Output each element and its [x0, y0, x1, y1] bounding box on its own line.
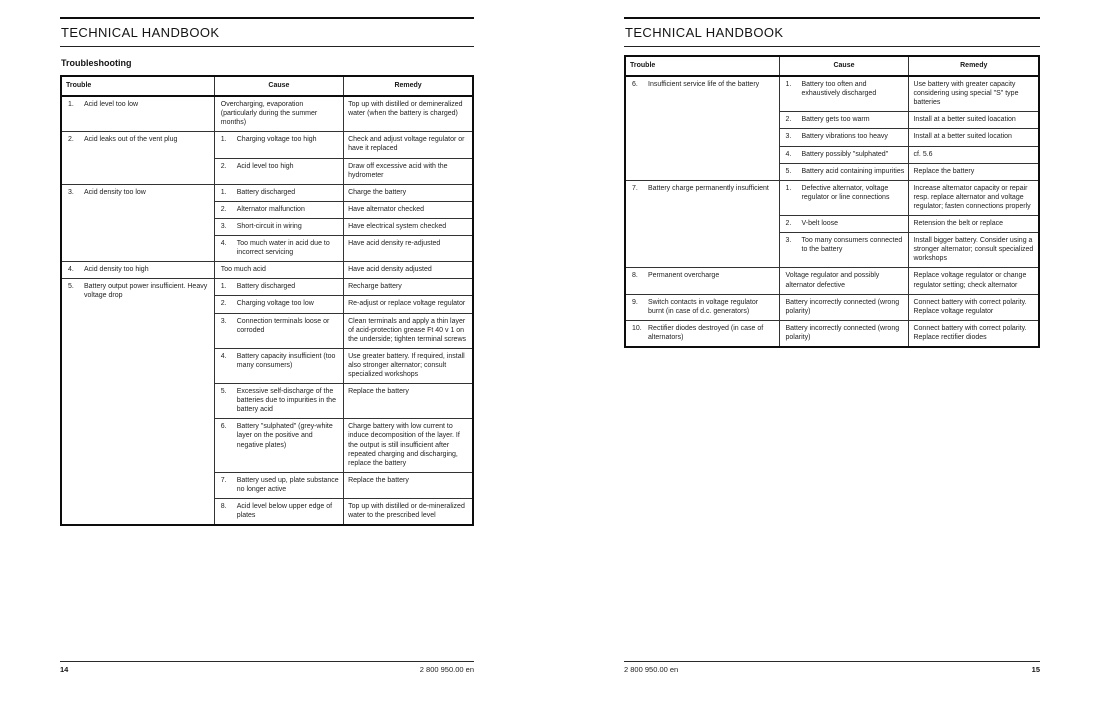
document-number: 2 800 950.00 en	[419, 665, 474, 674]
numbered-item	[219, 502, 339, 520]
table-row	[61, 279, 473, 296]
table-row	[61, 96, 473, 132]
cause-cell	[214, 236, 343, 262]
numbered-item	[630, 80, 775, 89]
remedy-cell: Use greater battery. If required, install also stronger alternator; consult specialized workshops	[344, 348, 473, 383]
remedy-cell: cf. 5.6	[909, 146, 1039, 163]
remedy-cell: Install bigger battery. Consider using a stronger alternator; consult specialized workshops	[909, 233, 1039, 268]
page-title: TECHNICAL HANDBOOK	[61, 25, 220, 40]
table-row	[625, 294, 1039, 320]
item-text: Acid level too low	[84, 101, 139, 109]
item-text: V-belt loose	[801, 220, 839, 228]
troubleshooting-table-page14	[60, 75, 474, 526]
page-title: TECHNICAL HANDBOOK	[625, 25, 784, 40]
numbered-item	[784, 80, 905, 98]
remedy-cell: Install at a better suited location	[909, 129, 1039, 146]
cause-cell	[779, 268, 909, 294]
item-number: 1.	[220, 136, 227, 144]
item-text: Defective alternator, voltage regulator or line connections	[801, 184, 890, 201]
item-text: Battery used up, plate substance no longer active	[236, 476, 339, 493]
item-text: Battery discharged	[236, 283, 296, 291]
table-header-row	[61, 76, 473, 96]
item-text: Excessive self-discharge of the batteries due to impurities in the battery acid	[236, 388, 336, 414]
item-text: Acid level below upper edge of plates	[236, 503, 333, 520]
item-number: 1.	[220, 283, 227, 291]
table-row	[61, 132, 473, 158]
trouble-cell	[61, 132, 214, 184]
document-number: 2 800 950.00 en	[624, 665, 679, 674]
item-text: Charging voltage too high	[236, 136, 317, 144]
numbered-item	[784, 150, 905, 159]
cause-cell	[214, 158, 343, 184]
remedy-cell: Have alternator checked	[344, 201, 473, 218]
page-right	[624, 0, 1040, 719]
item-text: Connection terminals loose or corroded	[236, 317, 330, 334]
item-text: Battery gets too warm	[801, 116, 870, 124]
item-text: Overcharging, evaporation (particularly during the summer months)	[220, 101, 318, 127]
cause-cell	[779, 129, 909, 146]
cause-cell	[779, 320, 909, 347]
item-text: Battery "sulphated" (grey-white layer on the positive and negative plates)	[236, 423, 333, 449]
cause-cell	[214, 499, 343, 526]
item-number: 6.	[632, 81, 638, 89]
item-number: 2.	[785, 116, 792, 124]
remedy-cell: Replace the battery	[344, 384, 473, 419]
remedy-cell: Increase alternator capacity or repair resp. replace alternator and voltage regulator; fasten connections properly	[909, 180, 1039, 215]
remedy-cell: Retension the belt or replace	[909, 216, 1039, 233]
numbered-item	[784, 236, 905, 254]
item-text: Acid leaks out of the vent plug	[84, 136, 178, 144]
item-number: 4.	[220, 352, 227, 360]
item-text: Short-circuit in wiring	[236, 222, 302, 230]
item-text: Battery charge permanently insufficient	[648, 184, 769, 192]
item-number: 1.	[68, 101, 74, 109]
troubleshooting-table-page15	[624, 55, 1040, 348]
numbered-item	[66, 265, 210, 274]
trouble-cell	[625, 294, 779, 320]
item-number: 2.	[785, 220, 792, 228]
numbered-item	[219, 222, 339, 231]
numbered-item	[784, 298, 905, 316]
cause-cell	[214, 96, 343, 132]
column-header-cause: Cause	[214, 76, 343, 96]
cause-cell	[214, 313, 343, 348]
numbered-item	[219, 352, 339, 370]
numbered-item	[66, 100, 210, 109]
item-number: 3.	[68, 188, 74, 196]
item-number: 5.	[68, 283, 74, 291]
item-text: Permanent overcharge	[648, 272, 720, 280]
item-text: Battery possibly "sulphated"	[801, 150, 889, 158]
table-header-row	[625, 56, 1039, 76]
numbered-item	[219, 162, 339, 171]
item-number: 3.	[220, 317, 227, 325]
item-text: Acid density too high	[84, 266, 149, 274]
cause-cell	[779, 216, 909, 233]
item-number: 5.	[785, 167, 792, 175]
cause-cell	[214, 348, 343, 383]
title-underline-rule	[60, 46, 474, 47]
item-number: 7.	[632, 184, 638, 192]
cause-cell	[779, 146, 909, 163]
item-number: 2.	[68, 136, 74, 144]
item-text: Voltage regulator and possibly alternator defective	[785, 272, 880, 289]
numbered-item	[630, 184, 775, 193]
numbered-item	[784, 219, 905, 228]
remedy-cell: Charge battery with low current to induce decomposition of the layer. If the output is still insufficient after repeated charging and discharging, replace the battery	[344, 419, 473, 472]
numbered-item	[66, 135, 210, 144]
column-header-trouble: Trouble	[625, 56, 779, 76]
numbered-item	[784, 324, 905, 342]
item-text: Too much water in acid due to incorrect servicing	[236, 240, 330, 257]
remedy-cell: Recharge battery	[344, 279, 473, 296]
cause-cell	[214, 262, 343, 279]
numbered-item	[784, 184, 905, 202]
cause-cell	[214, 384, 343, 419]
trouble-cell	[61, 262, 214, 279]
item-number: 4.	[785, 150, 792, 158]
item-number: 3.	[785, 133, 792, 141]
item-number: 6.	[220, 423, 227, 431]
remedy-cell: Use battery with greater capacity considering using special "S" type batteries	[909, 76, 1039, 112]
item-text: Battery output power insufficient. Heavy voltage drop	[84, 283, 208, 300]
cause-cell	[214, 201, 343, 218]
item-text: Charging voltage too low	[236, 300, 314, 308]
remedy-cell: Replace voltage regulator or change regulator setting; check alternator	[909, 268, 1039, 294]
column-header-trouble: Trouble	[61, 76, 214, 96]
item-number: 2.	[220, 205, 227, 213]
item-text: Too much acid	[220, 266, 266, 274]
item-text: Battery too often and exhaustively discharged	[801, 81, 877, 98]
item-number: 8.	[632, 272, 638, 280]
remedy-cell: Clean terminals and apply a thin layer of acid-protection grease Ft 40 v 1 on the underside; tighten terminal screws	[344, 313, 473, 348]
remedy-cell: Connect battery with correct polarity. Replace voltage regulator	[909, 294, 1039, 320]
numbered-item	[784, 132, 905, 141]
cause-cell	[779, 180, 909, 215]
item-number: 3.	[220, 222, 227, 230]
trouble-cell	[61, 96, 214, 132]
column-header-remedy: Remedy	[344, 76, 473, 96]
numbered-item	[66, 282, 210, 300]
numbered-item	[219, 135, 339, 144]
item-number: 4.	[68, 266, 74, 274]
cause-cell	[214, 296, 343, 313]
cause-cell	[779, 163, 909, 180]
item-number: 8.	[220, 503, 227, 510]
item-number: 1.	[785, 81, 792, 89]
cause-cell	[779, 233, 909, 268]
table-row	[61, 184, 473, 201]
numbered-item	[219, 422, 339, 449]
numbered-item	[219, 282, 339, 291]
remedy-cell: Check and adjust voltage regulator or have it replaced	[344, 132, 473, 158]
remedy-cell: Top up with distilled or de-mineralized water to the prescribed level	[344, 499, 473, 526]
section-heading: Troubleshooting	[61, 58, 132, 68]
item-number: 1.	[220, 188, 227, 196]
remedy-cell: Connect battery with correct polarity. Replace rectifier diodes	[909, 320, 1039, 347]
numbered-item	[784, 115, 905, 124]
numbered-item	[219, 100, 339, 127]
item-number: 4.	[220, 240, 227, 248]
numbered-item	[219, 317, 339, 335]
numbered-item	[219, 387, 339, 414]
item-number: 3.	[785, 237, 792, 245]
remedy-cell: Have electrical system checked	[344, 218, 473, 235]
numbered-item	[219, 239, 339, 257]
item-number: 9.	[632, 298, 638, 306]
cause-cell	[214, 132, 343, 158]
title-underline-rule	[624, 46, 1040, 47]
column-header-cause: Cause	[779, 56, 909, 76]
cause-cell	[779, 76, 909, 112]
remedy-cell: Install at a better suited loacation	[909, 112, 1039, 129]
item-text: Battery incorrectly connected (wrong polarity)	[785, 324, 900, 341]
item-text: Rectifier diodes destroyed (in case of alternators)	[648, 324, 764, 341]
item-number: 7.	[220, 476, 227, 484]
remedy-cell: Charge the battery	[344, 184, 473, 201]
trouble-cell	[61, 279, 214, 525]
page-footer	[624, 661, 1040, 674]
remedy-cell: Draw off excessive acid with the hydrometer	[344, 158, 473, 184]
cause-cell	[214, 419, 343, 472]
remedy-cell: Replace the battery	[909, 163, 1039, 180]
item-text: Alternator malfunction	[236, 205, 305, 213]
column-header-remedy: Remedy	[909, 56, 1039, 76]
item-number: 1.	[785, 184, 792, 192]
item-text: Acid density too low	[84, 188, 146, 196]
item-text: Too many consumers connected to the battery	[801, 237, 903, 254]
page-number: 14	[60, 665, 69, 674]
numbered-item	[630, 271, 775, 280]
item-number: 5.	[220, 388, 227, 396]
remedy-cell: Have acid density adjusted	[344, 262, 473, 279]
page-left	[60, 0, 474, 719]
item-text: Switch contacts in voltage regulator burnt (in case of d.c. generators)	[648, 298, 759, 315]
item-text: Battery vibrations too heavy	[801, 133, 888, 141]
cause-cell	[214, 279, 343, 296]
numbered-item	[219, 476, 339, 494]
table-row	[625, 180, 1039, 215]
numbered-item	[219, 299, 339, 308]
cause-cell	[214, 218, 343, 235]
numbered-item	[784, 271, 905, 289]
cause-cell	[779, 112, 909, 129]
trouble-cell	[625, 320, 779, 347]
cause-cell	[779, 294, 909, 320]
remedy-cell: Have acid density re-adjusted	[344, 236, 473, 262]
trouble-cell	[61, 184, 214, 261]
item-number: 2.	[220, 162, 227, 170]
trouble-cell	[625, 76, 779, 180]
item-number: 10.	[632, 324, 642, 332]
numbered-item	[219, 205, 339, 214]
trouble-cell	[625, 268, 779, 294]
cause-cell	[214, 472, 343, 498]
item-text: Insufficient service life of the battery	[648, 81, 760, 89]
remedy-cell: Replace the battery	[344, 472, 473, 498]
numbered-item	[66, 188, 210, 197]
item-text: Battery acid containing impurities	[801, 167, 905, 175]
table-row	[625, 320, 1039, 347]
numbered-item	[219, 265, 339, 274]
table-row	[625, 76, 1039, 112]
remedy-cell: Top up with distilled or demineralized water (when the battery is charged)	[344, 96, 473, 132]
item-text: Acid level too high	[236, 162, 294, 170]
item-text: Battery incorrectly connected (wrong polarity)	[785, 298, 900, 315]
table-row	[625, 268, 1039, 294]
remedy-cell: Re-adjust or replace voltage regulator	[344, 296, 473, 313]
numbered-item	[630, 298, 775, 316]
item-text: Battery discharged	[236, 188, 296, 196]
numbered-item	[630, 324, 775, 342]
page-number: 15	[1031, 665, 1040, 674]
page-footer	[60, 661, 474, 674]
item-number: 2.	[220, 300, 227, 308]
numbered-item	[784, 167, 905, 176]
item-text: Battery capacity insufficient (too many consumers)	[236, 352, 336, 369]
numbered-item	[219, 188, 339, 197]
cause-cell	[214, 184, 343, 201]
table-row	[61, 262, 473, 279]
trouble-cell	[625, 180, 779, 268]
